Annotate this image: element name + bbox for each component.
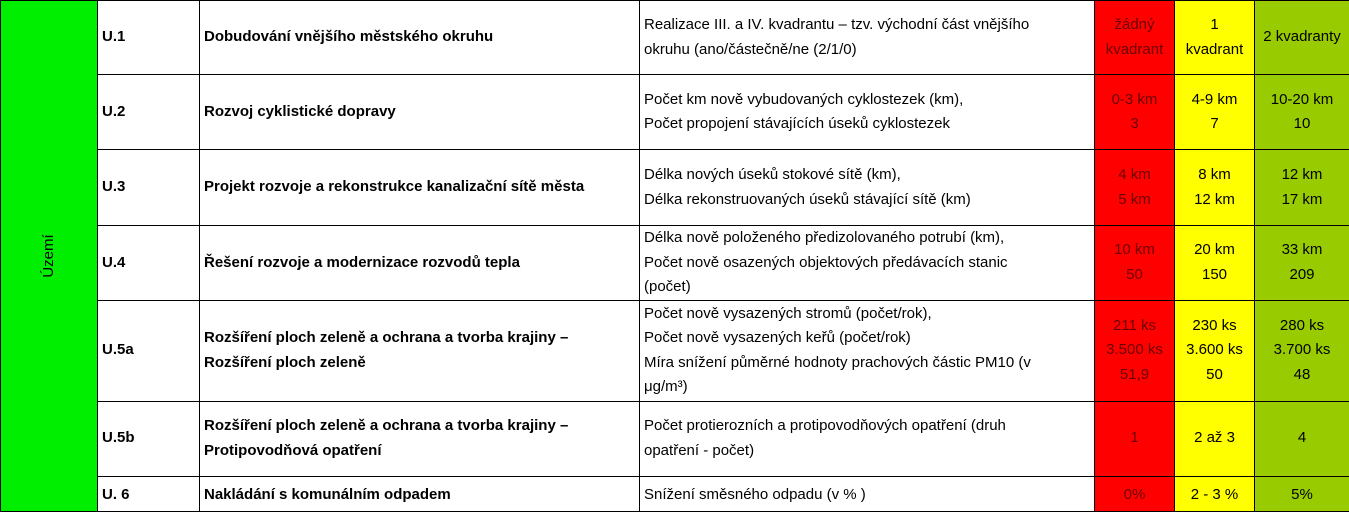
threshold-red: 0-3 km 3 — [1095, 75, 1175, 150]
row-title: Rozšíření ploch zeleně a ochrana a tvorba krajiny – Protipovodňová opatření — [200, 401, 640, 476]
threshold-red: 1 — [1095, 401, 1175, 476]
table-row — [1, 1, 1349, 75]
row-description: Počet nově vysazených stromů (počet/rok), Počet nově vysazených keřů (počet/rok) Míra snížení půměrné hodnoty prachových částic PM10 (v μg/m³) — [640, 300, 1095, 401]
table-row — [1, 226, 1349, 301]
threshold-green: 12 km 17 km — [1255, 150, 1349, 226]
row-description: Délka nových úseků stokové sítě (km), Délka rekonstruovaných úseků stávající sítě (km) — [640, 150, 1095, 226]
table-row — [1, 401, 1349, 476]
row-code: U.5a — [98, 300, 200, 401]
threshold-yellow: 230 ks 3.600 ks 50 — [1175, 300, 1255, 401]
threshold-red: 211 ks 3.500 ks 51,9 — [1095, 300, 1175, 401]
threshold-green: 33 km 209 — [1255, 226, 1349, 301]
threshold-green: 280 ks 3.700 ks 48 — [1255, 300, 1349, 401]
row-title: Rozšíření ploch zeleně a ochrana a tvorba krajiny – Rozšíření ploch zeleně — [200, 300, 640, 401]
threshold-yellow: 20 km 150 — [1175, 226, 1255, 301]
table-row — [1, 150, 1349, 226]
threshold-green: 4 — [1255, 401, 1349, 476]
threshold-yellow: 1 kvadrant — [1175, 1, 1255, 75]
row-code: U.2 — [98, 75, 200, 150]
row-description: Snížení směsného odpadu (v % ) — [640, 476, 1095, 511]
table-row — [1, 75, 1349, 150]
table-row — [1, 476, 1349, 511]
threshold-red: žádný kvadrant — [1095, 1, 1175, 75]
row-code: U.3 — [98, 150, 200, 226]
row-description: Délka nově položeného předizolovaného potrubí (km), Počet nově osazených objektových předávacích stanic (počet) — [640, 226, 1095, 301]
row-description: Počet protierozních a protipovodňových opatření (druh opatření - počet) — [640, 401, 1095, 476]
row-title: Nakládání s komunálním odpadem — [200, 476, 640, 511]
row-description: Počet km nově vybudovaných cyklostezek (km), Počet propojení stávajících úseků cyklostezek — [640, 75, 1095, 150]
row-description: Realizace III. a IV. kvadrantu – tzv. východní část vnějšího okruhu (ano/částečně/ne (2/1/0) — [640, 1, 1095, 75]
row-code: U.5b — [98, 401, 200, 476]
group-label-cell — [1, 1, 98, 512]
row-code: U.4 — [98, 226, 200, 301]
threshold-green: 2 kvadranty — [1255, 1, 1349, 75]
threshold-green: 10-20 km 10 — [1255, 75, 1349, 150]
threshold-green: 5% — [1255, 476, 1349, 511]
row-title: Rozvoj cyklistické dopravy — [200, 75, 640, 150]
threshold-yellow: 2 až 3 — [1175, 401, 1255, 476]
table-row — [1, 300, 1349, 401]
threshold-yellow: 4-9 km 7 — [1175, 75, 1255, 150]
row-title: Projekt rozvoje a rekonstrukce kanalizační sítě města — [200, 150, 640, 226]
row-title: Řešení rozvoje a modernizace rozvodů tepla — [200, 226, 640, 301]
threshold-red: 10 km 50 — [1095, 226, 1175, 301]
threshold-yellow: 2 - 3 % — [1175, 476, 1255, 511]
threshold-red: 0% — [1095, 476, 1175, 511]
threshold-yellow: 8 km 12 km — [1175, 150, 1255, 226]
row-title: Dobudování vnějšího městského okruhu — [200, 1, 640, 75]
row-code: U.1 — [98, 1, 200, 75]
threshold-red: 4 km 5 km — [1095, 150, 1175, 226]
row-code: U. 6 — [98, 476, 200, 511]
group-label: Území — [37, 234, 62, 277]
